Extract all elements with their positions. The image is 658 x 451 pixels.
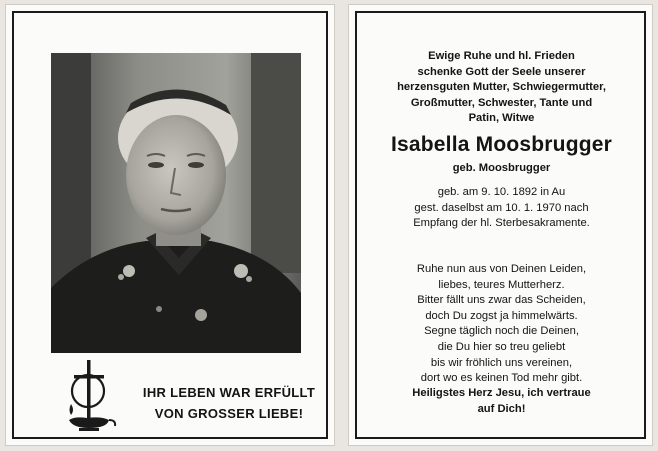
poem-line: liebes, teures Mutterherz. bbox=[438, 278, 565, 291]
date-line: Empfang der hl. Sterbesakramente. bbox=[413, 217, 590, 230]
motto-line-1: IHR LEBEN WAR ERFÜLLT bbox=[142, 385, 316, 400]
poem-line: Ruhe nun aus von Deinen Leiden, bbox=[416, 263, 587, 275]
left-memorial-card bbox=[5, 4, 335, 446]
poem-line: bis wir fröhlich uns vereinen, bbox=[430, 356, 573, 369]
intro-text bbox=[349, 49, 654, 127]
prayer-line: auf Dich! bbox=[477, 402, 526, 415]
intro-line: Patin, Witwe bbox=[468, 112, 535, 125]
cross-and-oil-lamp-icon bbox=[61, 358, 117, 440]
poem-line: doch Du zogst ja himmelwärts. bbox=[425, 309, 578, 322]
poem-line: Bitter fällt uns zwar das Scheiden, bbox=[417, 294, 586, 307]
portrait-photo bbox=[51, 53, 301, 353]
poem-line: dort wo es keinen Tod mehr gibt. bbox=[420, 372, 583, 385]
intro-line: herzensguten Mutter, Schwiegermutter, bbox=[397, 81, 606, 94]
motto-line-2: VON GROSSER LIEBE! bbox=[154, 406, 304, 421]
date-line: gest. daselbst am 10. 1. 1970 nach bbox=[414, 201, 589, 214]
poem-line: Segne täglich noch die Deinen, bbox=[424, 325, 579, 338]
closing-prayer bbox=[349, 386, 654, 417]
intro-line: Ewige Ruhe und hl. Frieden bbox=[428, 50, 575, 62]
intro-line: Großmutter, Schwester, Tante und bbox=[410, 96, 593, 109]
life-dates bbox=[349, 185, 654, 232]
date-line: geb. am 9. 10. 1892 in Au bbox=[437, 186, 566, 198]
right-memorial-card bbox=[348, 4, 653, 446]
intro-line: schenke Gott der Seele unserer bbox=[417, 65, 586, 78]
maiden-name: geb. Moosbrugger bbox=[452, 162, 551, 174]
prayer-line: Heiligstes Herz Jesu, ich vertraue bbox=[412, 387, 591, 399]
memorial-poem bbox=[349, 262, 654, 387]
deceased-name: Isabella Moosbrugger bbox=[390, 133, 613, 156]
poem-line: die Du hier so treu geliebt bbox=[437, 340, 566, 353]
